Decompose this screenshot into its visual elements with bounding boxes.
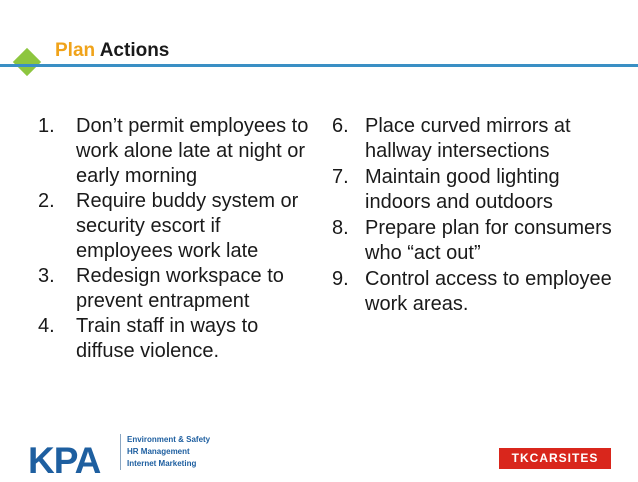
list-item: [38, 189, 314, 264]
item-text: Place curved mirrors at hallway intersections: [365, 115, 571, 162]
green-diamond-icon: [13, 48, 41, 76]
item-number: 3.: [38, 265, 55, 287]
list-item: [332, 216, 614, 266]
list-item: [38, 314, 314, 364]
list-item: [332, 267, 614, 317]
item-number: 9.: [332, 268, 349, 290]
title-rest: Actions: [99, 40, 170, 61]
page-title: [55, 40, 169, 62]
item-text: Train staff in ways to diffuse violence.: [76, 315, 259, 362]
list-item: [332, 114, 614, 164]
action-list-right: [332, 114, 614, 318]
item-text: Redesign workspace to prevent entrapment: [76, 265, 284, 312]
item-number: 4.: [38, 315, 55, 337]
item-number: 8.: [332, 217, 349, 239]
item-number: 2.: [38, 190, 55, 212]
item-text: Require buddy system or security escort if employees work late: [76, 190, 299, 262]
item-number: 1.: [38, 115, 55, 137]
list-item: [38, 114, 314, 189]
tagline-line: Internet Marketing: [127, 459, 197, 468]
item-text: Prepare plan for consumers who “act out”: [365, 217, 612, 264]
item-text: Control access to employee work areas.: [365, 268, 612, 315]
tagline-line: HR Management: [127, 447, 190, 456]
tkcarsites-logo: TKCARSITES: [499, 448, 611, 469]
item-number: 6.: [332, 115, 349, 137]
footer: [0, 420, 638, 479]
kpa-logo: KPA: [28, 440, 101, 481]
kpa-tagline: [120, 434, 210, 470]
item-text: Maintain good lighting indoors and outdoors: [365, 166, 560, 213]
title-bar: [0, 0, 638, 90]
title-accent: Plan: [55, 40, 96, 61]
item-text: Don’t permit employees to work alone late at night or early morning: [76, 115, 309, 187]
list-item: [332, 165, 614, 215]
item-number: 7.: [332, 166, 349, 188]
list-item: [38, 264, 314, 314]
action-list-left: [38, 114, 314, 364]
tagline-line: Environment & Safety: [127, 435, 211, 444]
title-rule: [0, 64, 638, 67]
